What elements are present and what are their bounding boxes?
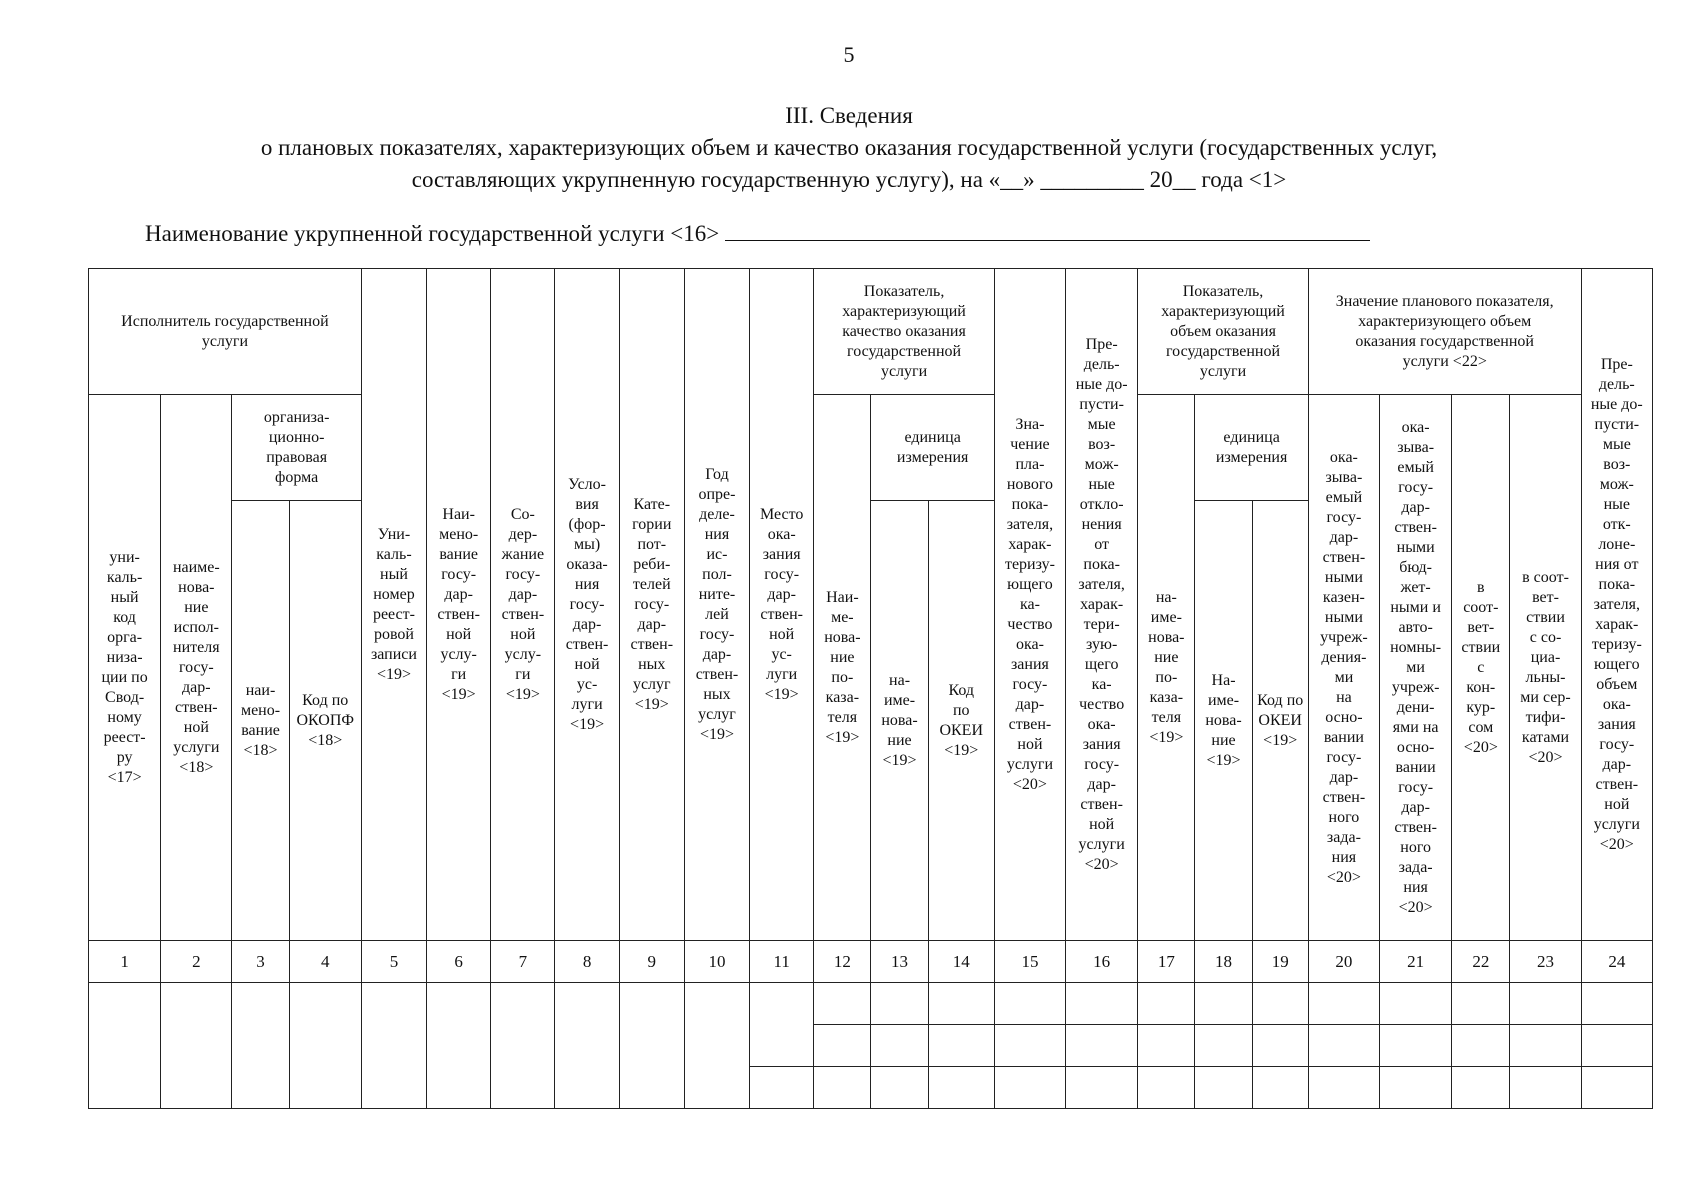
header-col-8: Усло- вия (фор- мы) оказа- ния госу- дар- ствен- ной ус- луги <19>: [555, 269, 619, 941]
header-quality-unit: единица измерения: [871, 395, 994, 501]
table-cell[interactable]: [1195, 1067, 1252, 1109]
header-col-7: Со- дер- жание госу- дар- ствен- ной услу- ги <19>: [491, 269, 555, 941]
table-cell[interactable]: [289, 983, 361, 1109]
header-col-23: в соот- вет- ствии с со- циа- льны- ми сер- тифи- катами <20>: [1510, 395, 1581, 941]
header-executor: Исполнитель государственной услуги: [89, 269, 362, 395]
service-name-blank: [725, 218, 1370, 241]
header-col-6: Наи- мено- вание госу- дар- ствен- ной услу- ги <19>: [427, 269, 491, 941]
table-cell[interactable]: [1252, 1067, 1308, 1109]
table-cell[interactable]: [427, 983, 491, 1109]
table-cell[interactable]: [1195, 983, 1252, 1025]
header-col-2: наиме- нова- ние испол- нителя госу- дар- ствен- ной услуги <18>: [161, 395, 232, 941]
plan-indicators-table: [88, 268, 1653, 1109]
header-col-22: в соот- вет- ствии с кон- кур- сом <20>: [1452, 395, 1510, 941]
header-col-14: Код по ОКЕИ <19>: [928, 501, 994, 941]
table-cell[interactable]: [1510, 1025, 1581, 1067]
header-col-4: Код по ОКОПФ <18>: [289, 501, 361, 941]
table-cell[interactable]: [361, 983, 426, 1109]
header-col-15: Зна- чение пла- нового пока- зателя, харак- теризу- ющего ка- чество ока- зания госу- дар- ствен- ной услуги <20>: [994, 269, 1065, 941]
table-cell[interactable]: [994, 1067, 1065, 1109]
header-col-11: Место ока- зания госу- дар- ствен- ной ус- луги <19>: [750, 269, 814, 941]
table-cell[interactable]: [684, 983, 749, 1109]
table-cell[interactable]: [1066, 1025, 1138, 1067]
table-cell[interactable]: [871, 1067, 928, 1109]
table-cell[interactable]: [928, 1025, 994, 1067]
column-number: 5: [361, 941, 426, 983]
column-number: 9: [619, 941, 684, 983]
header-col-17: на- име- нова- ние по- каза- теля <19>: [1138, 395, 1195, 941]
table-cell[interactable]: [1252, 983, 1308, 1025]
page-number: 5: [843, 42, 855, 67]
header-opf: организа- ционно- правовая форма: [232, 395, 361, 501]
header-col-12: Наи- ме- нова- ние по- каза- теля <19>: [814, 395, 871, 941]
header-col-16: Пре- дель- ные до- пусти- мые воз- мож- ные откло- нения от пока- зателя, харак- тери- зую- щего ка- чество ока- зания госу- дар- ствен- ной услуги <20>: [1066, 269, 1138, 941]
header-col-20: ока- зыва- емый госу- дар- ствен- ными казен- ными учреж- дения- ми на осно- вании госу- дар- ствен- ного зада- ния <20>: [1308, 395, 1379, 941]
table-cell[interactable]: [1452, 1067, 1510, 1109]
table-cell[interactable]: [1581, 1067, 1652, 1109]
header-col-9: Кате- гории пот- реби- телей госу- дар- ствен- ных услуг <19>: [619, 269, 684, 941]
table-cell[interactable]: [1252, 1025, 1308, 1067]
table-cell[interactable]: [1452, 983, 1510, 1025]
table-cell[interactable]: [1138, 1025, 1195, 1067]
column-number: 17: [1138, 941, 1195, 983]
table-cell[interactable]: [1138, 1067, 1195, 1109]
table-row: [89, 983, 1653, 1025]
column-number: 6: [427, 941, 491, 983]
column-number: 12: [814, 941, 871, 983]
header-col-18: На- име- нова- ние <19>: [1195, 501, 1252, 941]
title-line-1: III. Сведения: [785, 103, 913, 128]
column-number: 11: [750, 941, 814, 983]
header-col-3: наи- мено- вание <18>: [232, 501, 289, 941]
column-number: 7: [491, 941, 555, 983]
header-plan-value: Значение планового показателя, характеризующего объем оказания государственной услуги <22>: [1308, 269, 1581, 395]
table-cell[interactable]: [491, 983, 555, 1109]
column-number: 2: [161, 941, 232, 983]
column-number: 4: [289, 941, 361, 983]
header-volume-unit: единица измерения: [1195, 395, 1308, 501]
service-name-label: Наименование укрупненной государственной услуги <16>: [145, 221, 720, 246]
column-number: 23: [1510, 941, 1581, 983]
table-cell[interactable]: [555, 983, 619, 1109]
header-quality-indicator: Показатель, характеризующий качество оказания государственной услуги: [814, 269, 995, 395]
header-col-1: уни- каль- ный код орга- низа- ции по Свод- ному реест- ру <17>: [89, 395, 161, 941]
table-cell[interactable]: [871, 1025, 928, 1067]
table-cell[interactable]: [1581, 983, 1652, 1025]
table-cell[interactable]: [1066, 1067, 1138, 1109]
column-number: 18: [1195, 941, 1252, 983]
table-cell[interactable]: [1138, 983, 1195, 1025]
service-name-row: [145, 218, 1370, 247]
table-cell[interactable]: [619, 983, 684, 1109]
column-numbers-row: [89, 941, 1653, 983]
table-cell[interactable]: [1510, 983, 1581, 1025]
column-number: 22: [1452, 941, 1510, 983]
table-cell[interactable]: [928, 1067, 994, 1109]
table-cell[interactable]: [750, 983, 814, 1067]
header-col-13: на- име- нова- ние <19>: [871, 501, 928, 941]
table-cell[interactable]: [1452, 1025, 1510, 1067]
table-cell[interactable]: [814, 1067, 871, 1109]
table-cell[interactable]: [994, 983, 1065, 1025]
header-col-24: Пре- дель- ные до- пусти- мые воз- мож- ные отк- лоне- ния от пока- зателя, харак- теризу- ющего объем ока- зания госу- дар- ствен- ной услуги <20>: [1581, 269, 1652, 941]
table-cell[interactable]: [928, 983, 994, 1025]
table-cell[interactable]: [1581, 1025, 1652, 1067]
table-cell[interactable]: [1380, 1025, 1452, 1067]
table-cell[interactable]: [1308, 1067, 1379, 1109]
column-number: 20: [1308, 941, 1379, 983]
column-number: 8: [555, 941, 619, 983]
table-cell[interactable]: [1066, 983, 1138, 1025]
table-cell[interactable]: [1195, 1025, 1252, 1067]
column-number: 10: [684, 941, 749, 983]
header-col-10: Год опре- деле- ния ис- пол- ните- лей госу- дар- ствен- ных услуг <19>: [684, 269, 749, 941]
table-cell[interactable]: [1308, 1025, 1379, 1067]
table-cell[interactable]: [232, 983, 289, 1109]
column-number: 16: [1066, 941, 1138, 983]
column-number: 13: [871, 941, 928, 983]
column-number: 3: [232, 941, 289, 983]
header-col-19: Код по ОКЕИ <19>: [1252, 501, 1308, 941]
column-number: 24: [1581, 941, 1652, 983]
column-number: 19: [1252, 941, 1308, 983]
table-cell[interactable]: [814, 1025, 871, 1067]
header-col-21: ока- зыва- емый госу- дар- ствен- ными бюд- жет- ными и авто- номны- ми учреж- дени- ями на осно- вании госу- дар- ствен- ного зада- ния <20>: [1380, 395, 1452, 941]
table-cell[interactable]: [1380, 1067, 1452, 1109]
table-cell[interactable]: [1308, 983, 1379, 1025]
column-number: 15: [994, 941, 1065, 983]
title-line-2: о плановых показателях, характеризующих объем и качество оказания государственной услуги (государственных услуг,: [260, 135, 1438, 160]
column-number: 1: [89, 941, 161, 983]
table-cell[interactable]: [1510, 1067, 1581, 1109]
header-volume-indicator: Показатель, характеризующий объем оказания государственной услуги: [1138, 269, 1309, 395]
table-cell[interactable]: [994, 1025, 1065, 1067]
table-cell[interactable]: [750, 1067, 814, 1109]
title-line-3: составляющих укрупненную государственную услугу), на «__» _________ 20__ года <1>: [411, 167, 1287, 192]
column-number: 21: [1380, 941, 1452, 983]
table-cell[interactable]: [814, 983, 871, 1025]
column-number: 14: [928, 941, 994, 983]
table-cell[interactable]: [89, 983, 161, 1109]
section-title: [0, 100, 1698, 196]
header-col-5: Уни- каль- ный номер реест- ровой записи <19>: [361, 269, 426, 941]
table-cell[interactable]: [161, 983, 232, 1109]
table-cell[interactable]: [871, 983, 928, 1025]
table-cell[interactable]: [1380, 983, 1452, 1025]
